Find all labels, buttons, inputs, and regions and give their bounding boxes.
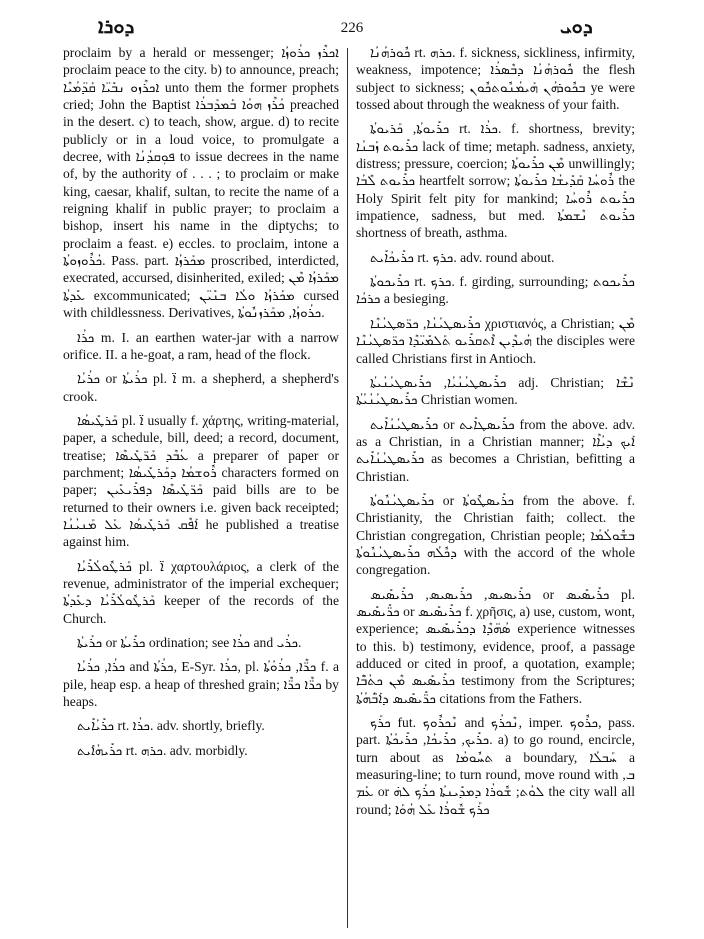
right-column [356,44,635,934]
page-number: 226 [340,20,364,36]
dictionary-entry: proclaim by a herald or messenger; ܐܟܪܶܙ ܟܪܳܘܙܳܐ proclaim peace to the city. b) to announce, preach; ܐܟܪܶܙܘ ܢܒܺܝ̈ܐ ܩܰܕ̈ܡܳܝܶܐ unto them the former prophets cried; John the Baptist ܟܳܪܶܙ ܗܘܳܐ ܒܰܡܕܰܒܪܳܐ preached in the desert. c) to teach, show, argue. d) to recite publicly or in a loud voice, to promulgate a decree, with ܦܘܼܩܕܳܢܳܐ to issue decrees in the name of, by the authority of . . . ; to proclaim or make king, caesar, khalif, sultan, to recite the name of a reigning khalif in public prayer; to proclaim a bishop, insert his name in the diptychs; to proclaim a feast. e) eccles. to proclaim, intone a ܟܳܪܽܘܙܘܬܳܐ. Pass. part. ܡܟܰܪܙܳܐ proscribed, interdicted, execrated, accursed, disinherited, exiled; ܡܟܰܪܙܳܐ ܡܶܢ ܥܺܕܬܳܐ excommunicated; ܡܟܰܪܙܳܐ ܘܠܳܐ ܒܢܺܝ̈ܢ cursed with childlessness. Derivatives, ܟܪܳܘܙܳܐ, ܡܟܰܪܙܢܽܘܬܳܐ. [63,45,339,321]
dictionary-entry: ܟܪܺܝܣܝܣ, ܟܪܺܝܣܝܣ, ܟܪܺܝܣܺܝܣ or ܟܪܺܝܣܺܝܣ pl. ܟܪ̈ܺܝܣܺܝܣ or ܟܪܺܝܣܺܝܣ f. χρῆσις, a) use, custom, wont, experience; ܣܳܗ̈ܕܶܐ ܕܟܪܺܝܣܺܝܣ experience witnesses to this. b) testimony, evidence, proof, a passage adduced or cited in proof, a quotation, example; ܟܪܺܝܣܺܝܣ ܡܶܢ ܟܬܳܒ̈ܶܐ testimony from the Scriptures; ܟܪ̈ܺܝܣܺܝܣ ܕܐܰܒ̈ܳܗܳܬܳܐ citations from the Fathers. [356,586,635,706]
dictionary-entry: ܟܪܳܐ, ܟܪܳܝܳܐ and ܟܪܳܬܳܐ, E-Syr. ܟܪܳܐ, pl. ܟܪ̈ܶܐ, ܟܪܳܘܳܬܳܐ f. a pile, heap esp. a heap of threshed grain; ܟܪ̈ܶܐ ܟܪ̈ܶܐ by heaps. [63,659,339,710]
dictionary-entry: ܟܪܳܝܳܐ or ܟܪܳܝܬܳܐ pl. ܐ̈ m. a shepherd, a shepherd's crook. [63,371,339,404]
dictionary-entry: ܟܪܳܐ m. I. an earthen water-jar with a narrow orifice. II. a he-goat, a ram, head of the flock. [63,329,339,362]
column-divider [347,48,348,928]
dictionary-entry: ܟܪܺܝܣܛܝܳܢܳܝܳܐ, ܟܪܺܝܣܛܝܳܢܳܝܬܳܐ adj. Christian; ܢܶܫܶܐ ܟܪܺܝܣܛܝܳܢܳܝܳܬܳܐ Christian women. [356,374,635,408]
dictionary-entry: ܟܰܪܛܽܘܠܳܪܺܝܳܐ pl. ܐ̈ χαρτουλάριος, a clerk of the revenue, administrator of the imperial exchequer; ܟܰܪܛܽܘܠܳܪܺܝܳܐ ܕܥܺܕܬܳܐ keeper of the records of the Church. [63,558,339,626]
dictionary-entry: ܟܪܺܝܣܛܝܳܢܳܐ, ܟܪ̈ܣܛܝܳܢܶܐ χριστιανός, a Christian; ܡܶܢ ܗܳܝܕܶܝܢ ܐܶܬܩܪܺܝܘ ܬܰܠܡܺܝ̈ܕܶܐ ܟܪ̈ܣܛܝܳܢܶܐ the disciples were called Christians first in Antioch. [356,315,635,366]
dictionary-entry: ܟܰܪܛܺܝܣܳܐ pl. ܐ̈ usually f. χάρτης, writing-material, paper, a schedule, bill, deed; a record, document, treatise; ܥܳܒܶܕ ܟܰܪ̈ܛܺܝܣܶܐ a preparer of paper or parchment; ܪܽܘܫܡܳܐ ܕܟܰܪܛܺܝܣܳܐ characters formed on paper; ܟܰܪ̈ܛܺܝܣܶܐ ܕܦܪܺܝܥܺܝܢ paid bills are to be returned to their owners i.e. given back receipted; ܐܰܦܶܩ ܟܰܪܛܺܝܣܳܐ ܥܰܠ ܡܰܢܝܳܢܳܐ he published a treatise against him. [63,412,339,550]
dictionary-entry: ܟܪܺܝܘܬܳܐ, ܟܰܪܝܘܬܳܐ rt. ܟܪܳܐ. f. shortness, brevity; ܟܪܺܝܘܬ ܙܰܒܢܳܐ lack of time; metaph. sadness, anxiety, distress; pressure, coercion; ܡܶܢ ܟܪܺܝܘܬܳܐ unwillingly; ܟܪܺܝܘܬ ܠܶܒܳܐ heartfelt sorrow; ܪܽܘܚܳܐ ܩܰܕܺܝܫܳܐ ܟܪܺܝܘܬܳܐ the Holy Spirit felt pity for mankind; ܟܪܺܝܘܬ ܪܽܘܚܳܐ impatience, sadness, but med. ܟܪܺܝܘܬ ܢܶܫܡܬܳܐ shortness of breath, asthma. [356,121,635,241]
dictionary-entry: ܟܪܺܝܣܛܝܳܢܳܐܺܝܬ or ܟܪܺܝܣܛܐܺܝܬ from the above. adv. as a Christian, in a Christian manner; ܐܰܝܟ ܕܝܳܐܶܐ ܟܪܺܝܣܛܝܳܢܳܐܺܝܬ as becomes a Christian, befitting a Christian. [356,416,635,484]
dictionary-entry: ܟܽܘܪܗܳܢܳܐ rt. ܟܪܗ. f. sickness, sickliness, infirmity, weakness, impotence; ܟܽܘܪܗܳܢܳܐ ܕܒܶܣܪܳܐ the flesh subject to sickness; ܒܟܽܘܪܗܳܢ ܗܰܝܡܳܢܽܘܬܟܽܘܢ ye were tossed about through the weakness of your faith. [356,45,635,113]
running-head-left: ܕܘܪܐ [98,16,135,38]
left-column [63,44,339,934]
dictionary-entry: ܟܪܺܝܣܛܝܳܢܽܘܬܳܐ or ܟܪܺܝܣܛܽܘܬܳܐ from the above. f. Christianity, the Christian faith; collect. the Christian congregation, Christian people; ܒܫܽܘܠܳܡܳܐ ܕܟܽܠܳܗ ܟܪܺܝܣܛܝܳܢܽܘܬܳܐ with the accord of the whole congregation. [356,492,635,578]
dictionary-entry: ܟܪܺܝܗܳܐܺܝܬ rt. ܟܪܗ. adv. morbidly. [77,742,248,758]
page-header [0,14,704,44]
dictionary-entry: ܟܪܰܝܬܳܐ or ܟܪܺܝܬܳܐ ordination; see ܟܪܳܐ and ܟܪܳܝ. [77,635,302,650]
dictionary-entry: ܟܪܺܝܟܘܬܳܐ rt. ܟܪܟ. f. girding, surrounding; ܟܪܺܝܟܘܬ ܟܪܟܳܐ a besieging. [356,274,635,307]
running-head-right: ܕܘܝ [560,16,593,38]
dictionary-entry: ܟܪܺܝܳܐܺܝܬ rt. ܟܪܳܐ. adv. shortly, briefly. [77,718,265,734]
dictionary-entry: ܟܪܺܝܟܳܐܺܝܬ rt. ܟܪܟ. adv. round about. [370,249,555,265]
dictionary-entry: ܟܪܰܟ fut. ܢܶܟܪܽܘܟ and ܢܶܟܪܳܟ, imper. ܟܪܽܘܟ, pass. part. ܟܪܺܝܟ, ܟܪܺܝܟܳܐ, ܟܪܺܝܟܳܬܳܐ. a) to go round, encircle, turn about as ܬܚܽܘܡܳܐ a boundary, ܚܰܒܠܳܐ a measuring-line; to turn round, move round with ܒ, ܥܰܡ or ܠܘܳܬ; ܫܽܘܪܳܐ ܕܡܕܺܝܢܬܳܐ ܟܪܰܟ ܠܗ̇ the city wall all round; ܟܪܰܟ ܫܽܘܪܳܐ ܥܰܠ ܗܳܘܰܐ [356,715,635,817]
